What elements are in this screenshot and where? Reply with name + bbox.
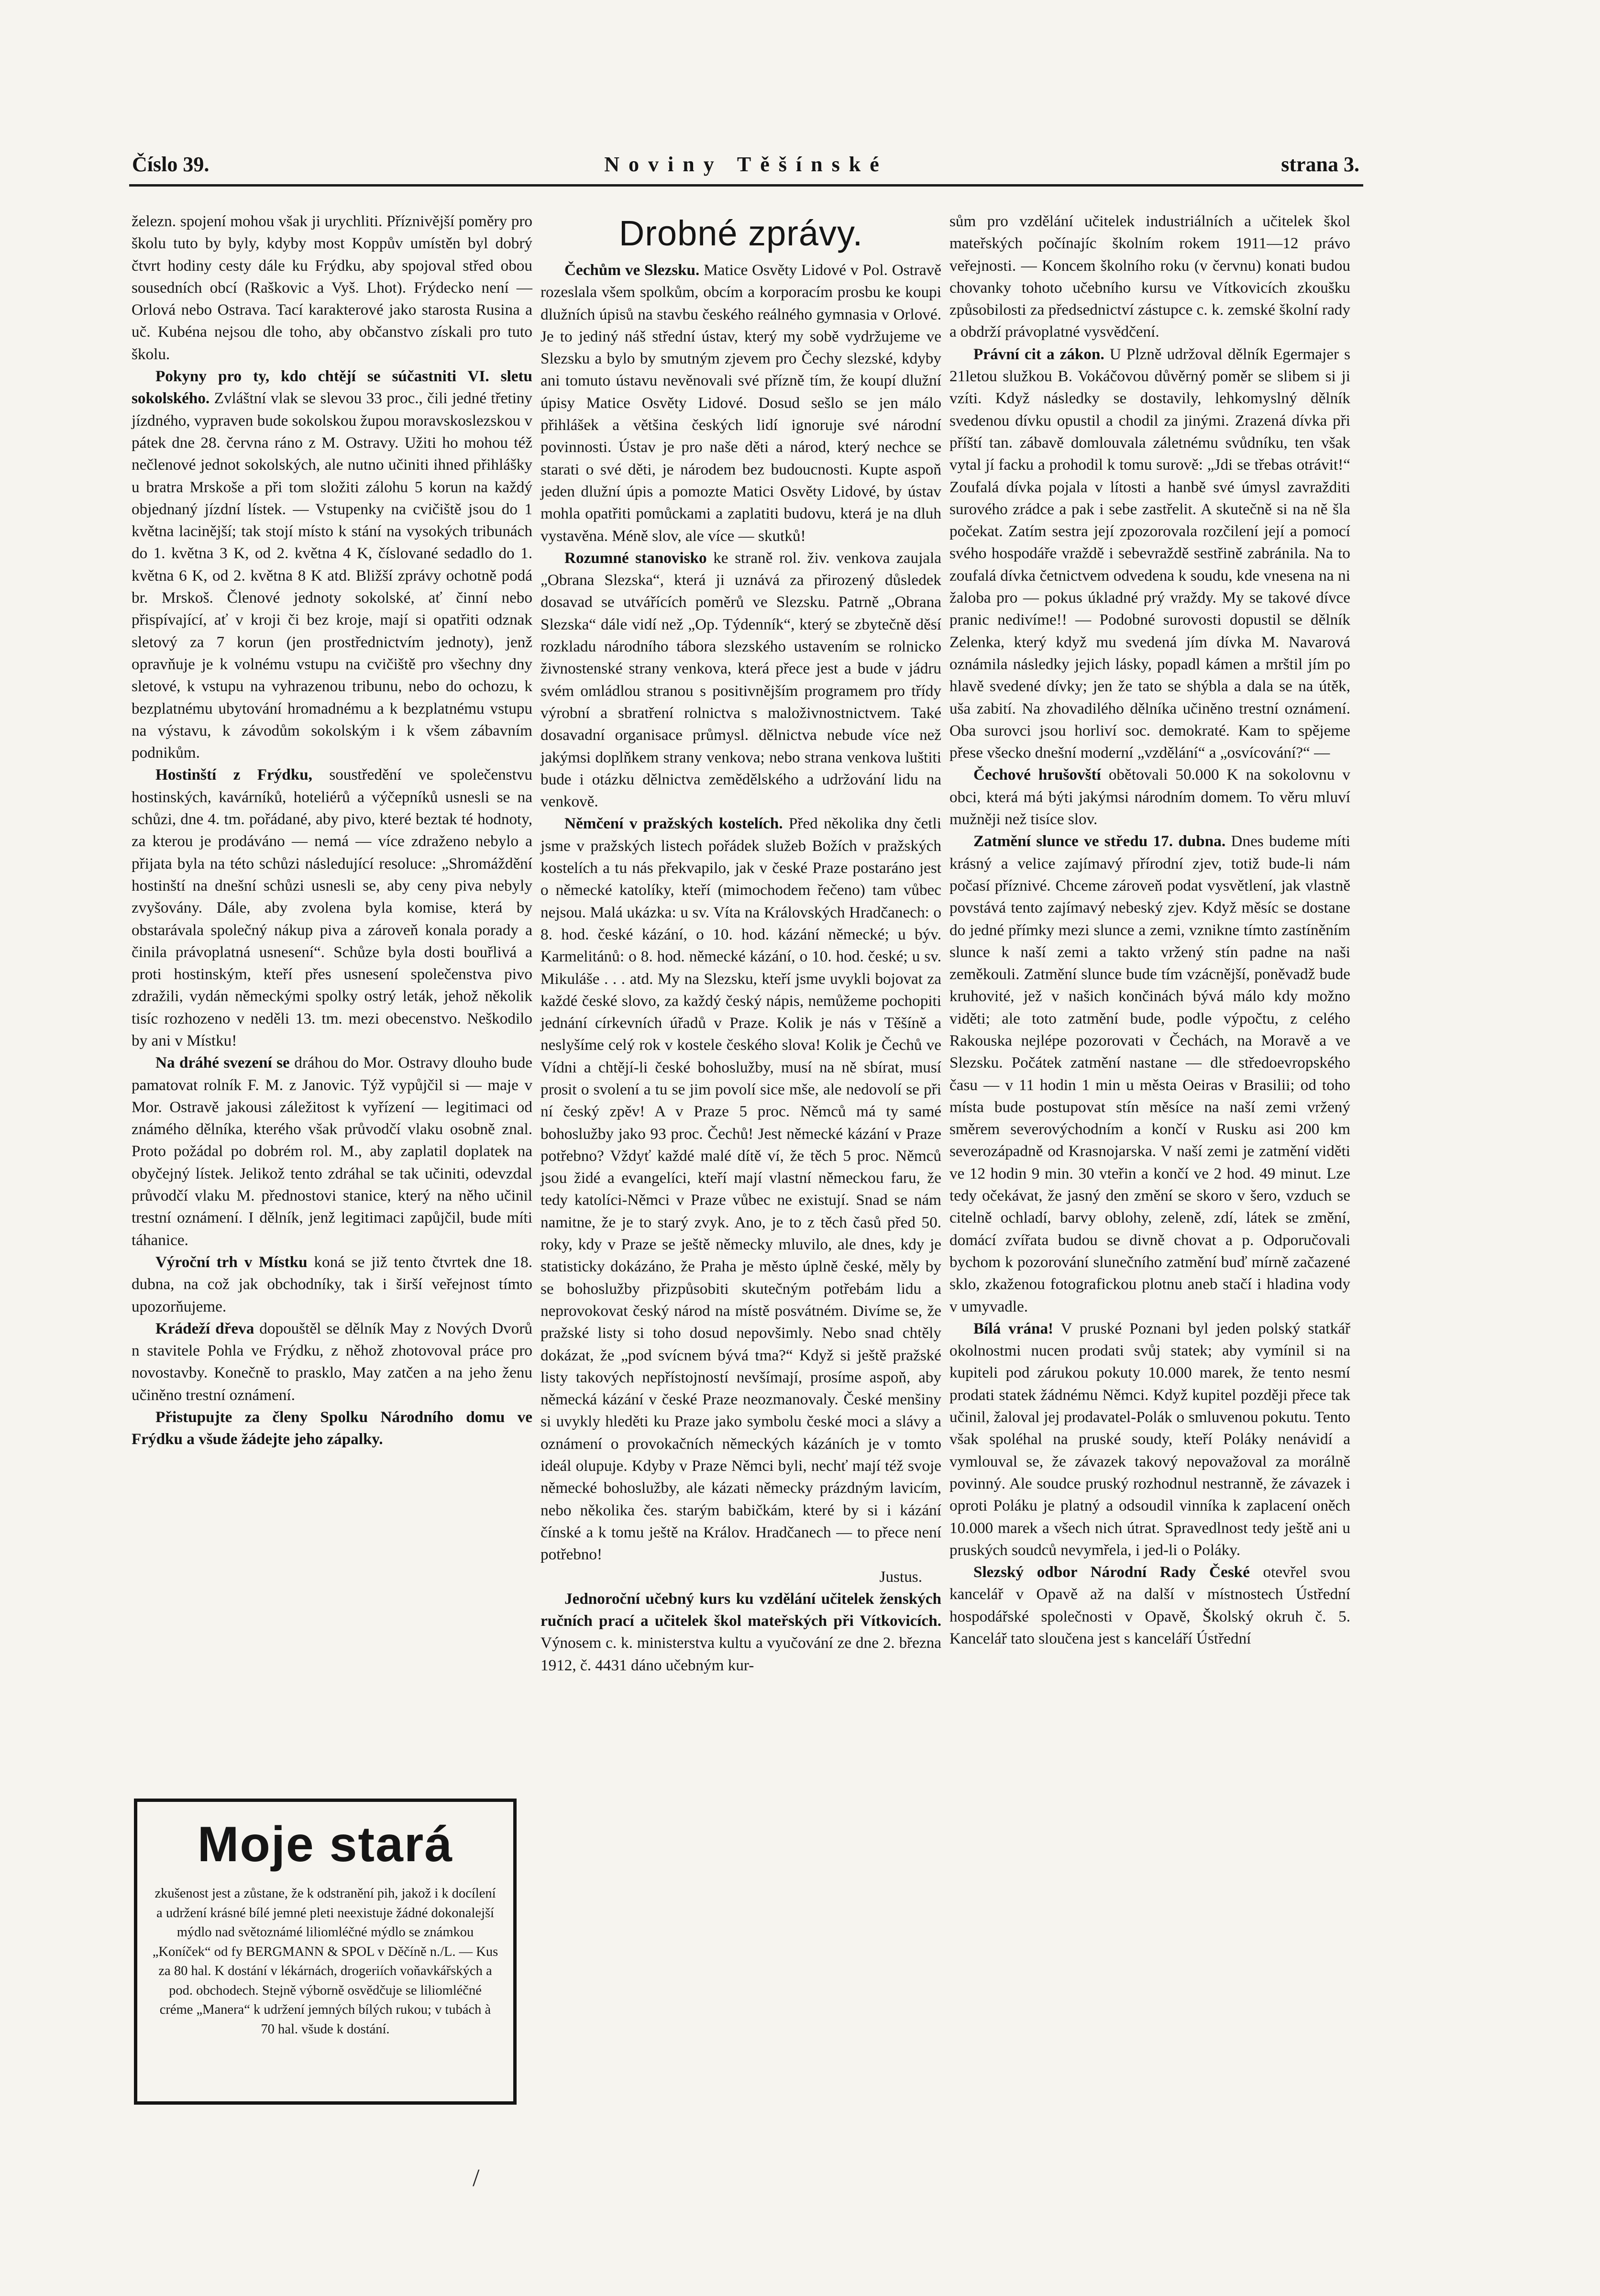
article-zatmeni [949, 830, 1350, 1318]
article-body: obětovali 50.000 K na sokolovnu v obci, která má býti jakýmsi národním domem. To věru mluví mužněji než tisíce slov. [949, 766, 1350, 828]
article-body: dráhou do Mor. Ostravy dlouho bude pamatovat rolník F. M. z Janovic. Týž vypůjčil si — maje v Mor. Ostravě jakousi záležitost k vyřízení — legitimaci od známého dělníka, kterého však průvodčí vlaku osobně znal. Proto požádal po dobrém rol. M., aby zaplatil doplatek na obyčejný lístek. Jelikož tento zdráhal se tak učiniti, odevzdal průvodčí vlaku M. přednostovi stanice, který na něho učinil trestní oznámení. I dělník, jenž legitimaci zapůjčil, bude míti táhanice. [132, 1054, 533, 1249]
article-body: ke straně rol. živ. venkova zaujala „Obrana Slezska“, která ji uznává za přirozený důsledek dosavad se utvářících poměrů ve Slezsku. Patrně „Obrana Slezska“ dále vidí než „Op. Týdenník“, který se zbytečně děsí rozkladu národního tábora slezského ustavením se rolnicko živnostenské strany venkova, která přece jest a bude v jádru svém omládlou stranou s positivnějším programem pro třídy výrobní a sbratření rolnictva s maloživnostnictvem. Také dosavadní organisace průmysl. dělnictva nebude více než jakýmsi doplňkem strany venkova; nebo strana venkova luštiti bude i otázku dělnictva zemědělského a udržování lidu na venkově. [541, 549, 941, 811]
article-heading: Čechům ve Slezsku. [564, 261, 700, 279]
article-nemceni [541, 813, 941, 1566]
article-body: Před několika dny četli jsme v pražských listech pořádek služeb Božích v pražských kostelích a tu nás překvapilo, jak v české Praze postaráno jest o německé katolíky, kteří (mimochodem řečeno) tam vůbec nejsou. Malá ukázka: u sv. Víta na Královských Hradčanech: o 8. hod. české kázání, o 10. hod. kázání německé; u býv. Karmelitánů: o 8. hod. německé kázání, o 10. hod. české; u sv. Mikuláše . . . atd. My na Slezsku, kteří jsme uvykli bojovat za každé české slovo, za každý český nápis, nemůžeme pochopiti jednání církevních úřadů v Praze. Kolik je nás v Těšíně a neslyšíme celý rok v kostele českého slova! Kolik je Čechů ve Vídni a chtějí-li české bohoslužby, musí na ně sbírat, musí prosit o svolení a tu se jim povolí sice mše, ale nedovolí se při ní český zpěv! A v Praze 5 proc. Němců má ty samé bohoslužby jako 93 proc. Čechů! Jest německé kázání v Praze potřebno? Vždyť každé malé dítě ví, že těch 5 proc. Němců jsou židé a evangelíci, kteří mají vlastní německou faru, že tedy katolíci-Němci v Praze vůbec ne existují. Snad se nám namitne, že je to starý zvyk. Ano, je to z těch časů před 50. roky, kdy v Praze se ještě německy mluvilo, ale dnes, kdy je statisticky dokázáno, že Praha je město úplně české, měly by se bohoslužby přizpůsobiti skutečným potřebám lidu a neprovokovat český národ na místě posvátném. Divíme se, že pražské listy si toho dosud nepovšimly. Nebo snad chtěly dokázat, že „pod svícnem bývá tma?“ Když si ještě pražské listy takových nepřístojností nevšímají, prosíme aspoň, aby německá kázání v české Praze neozmanovaly. České menšiny si uvykly hleděti ku Praze jako symbolu české moci a slávy a oznámení o provokačních německých kázáních je v tomto ideál olupuje. Kdyby v Praze Němci byli, nechť mají též svoje německé bohoslužby, ale kázati německy prázdným lavicím, nebo několika čes. starým babičkám, které by si i kázání čínské a k tomu ještě na Králov. Hradčanech — to přece není potřebno! [541, 815, 942, 1564]
article-heading: Jednoroční učebný kurs ku vzdělání učitelek ženských ručních prací a učitelek škol mateřských při Vítkovicích. [541, 1590, 941, 1630]
column-right [949, 210, 1350, 1650]
article-sokol-slet [132, 365, 532, 764]
article-heading: Němčení v pražských kostelích. [564, 815, 783, 833]
article-body: Dnes budeme míti krásný a velice zajímavý přírodní zjev, totiž bude-li nám počasí příznivé. Chceme zároveň podat vysvětlení, jak vlastně povstává tento zajímavý nebeský zjev. Když měsíc se dostane do jedné přímky mezi slunce a zemi, vznikne tímto zastíněním slunce k naší zemi a takto vržený stín padne na naši zeměkouli. Zatmění slunce bude tím vzácnější, poněvadž bude kruhovité, jež v našich končinách bývá málo kdy možno viděti; ale toto zatmění bude, podle výpočtu, z celého Rakouska nejlépe pozorovati v Čechách, na Moravě a ve Slezsku. Počátek zatmění nastane — dle středoevropského času — v 11 hodin 1 min u města Oeiras v Brasilii; od toho místa bude postupovat stín měsíce na naší zemi vržený směrem severovýchodním a končí v Rusku asi 200 km severozápadně od Krasnojarska. V naší zemi je zatmění viděti ve 12 hodin 9 min. 30 vteřin a končí ve 2 hod. 49 minut. Lze tedy očekávat, že jasný den změní se skoro v šero, vzduch se citelně ochladí, barvy oblohy, zeleně, zdí, látek se změní, domácí zvířata budou se divně chovat a p. Odporučovali bychom k pozorování slunečního zatmění buď mírně začazené sklo, zkaženou fotografickou plotnu aneb stačí i hladina vody v umyvadle. [949, 832, 1351, 1315]
article-body: Matice Osvěty Lidové v Pol. Ostravě rozeslala všem spolkům, obcím a korporacím prosbu ke koupi dlužních úpisů na stavbu českého reálného gymnasia v Orlové. Je to jediný náš střední ústav, který my sobě vydržujeme ve Slezsku a bylo by smutným zjevem pro Čechy slezské, kdyby ani tomuto ústavu nevěnovali své přízně tím, že koupí dlužní úpisy Matice Osvěty Lidové. Dosud sešlo se jen málo přihlášek a většina českých lidí ignoruje své národní povinnosti. Ústav je pro naše děti a národ, který nechce se starati o své děti, je národem bez budoucnosti. Kupte aspoň jeden dlužní úpis a pomozte Matici Osvěty Lidové, by ústav mohla opatřiti pomůckami a zaplatiti budovu, která je na dluh vystavěna. Méně slov, ale více — skutků! [541, 261, 941, 545]
article-hrusovsti [949, 764, 1350, 830]
article-heading: Rozumné stanovisko [564, 549, 707, 567]
advertisement-body: zkušenost jest a zůstane, že k odstranění pih, jakož i k docílení a udržení krásné bílé jemné pleti neexistuje žádné dokonalejší mýdlo nad světoznámé liliomléčné mýdlo se známkou „Koníček“ od fy BERGMANN & SPOL v Děčíně n./L. — Kus za 80 hal. K dostání v lékárnách, drogeriích voňavkářských a pod. obchodech. Stejně výborně osvědčuje se liliomléčné créme „Manera“ k udržení jemných bílých rukou; v tubách à 70 hal. všude k dostání. [152, 1886, 498, 2037]
article-continuation: sům pro vzdělání učitelek industriálních a učitelek škol mateřských počínajíc školním rokem 1911—12 právo veřejnosti. — Koncem školního roku (v červnu) konati budou chovanky tohoto učebního kursu ve Vítkovicích zkoušku způsobilosti za předsednictví zástupce c. k. zemské školní rady a obdrží právoplatné vysvědčení. [949, 212, 1350, 341]
article-heading: Zatmění slunce ve středu 17. dubna. [973, 832, 1226, 850]
article-body: U Plzně udržoval dělník Egermajer s 21letou služkou B. Vokáčovou důvěrný poměr se slibem si ji vzíti. Když následky se dostavily, lehkomyslný dělník svedenou dívku opustil a chodil za jinými. Zrazená dívka při příští tan. zábavě domlouvala záletnému svůdníku, ten však vytal jí facku a prohodil k tomu surově: „Jdi se třebas otrávit!“ Zoufalá dívka pojala v lítosti a hanbě své úmysl zavražditi surového zrádce a pak i sebe zastřelit. A skutečně si na ně šla počekat. Zatím sestra její zpozorovala rozčilení její a pomocí svého hospodáře vraždě i sebevraždě sestřině zabránila. Na to zoufalá dívka četnictvem odvedena k soudu, kde vnesena na ni žaloba pro — pokus úkladné prý vraždy. My se takové dívce pranic nedivíme!! — Podobné surovosti dopustil se dělník Zelenka, který když mu svedená jím dívka M. Navarová oznámila následky jejich lásky, popadl kámen a mrštil jím po hlavě svedené dívky; jen že tato se shýbla a dala se na útěk, uša zabití. Na zhovadilého dělníka učiněno trestní oznámení. Oba surovci jsou horliví soc. demokraté. Kam to spějeme přese všecko dnešní moderní „vzdělání“ a „osvícování?“ — [949, 345, 1351, 762]
article-signature: Justus. [879, 1567, 922, 1586]
article-slezsky-odbor [949, 1561, 1350, 1650]
article-body: Výnosem c. k. ministerstva kultu a vyučování ze dne 2. března 1912, č. 4431 dáno učebným kur- [541, 1634, 941, 1674]
article-kradeze [132, 1318, 532, 1406]
article-heading: Hostinští z Frýdku, [155, 766, 312, 784]
article-body: otevřel svou kancelář v Opavě až na další v místnostech Ústřední hospodářské společnosti v Opavě, Školský okruh č. 5. Kancelář tato sloučena jest s kanceláří Ústřední [949, 1563, 1351, 1647]
article-heading: Právní cit a zákon. [973, 345, 1104, 363]
column-middle [541, 210, 941, 1677]
article-body: Zvláštní vlak se slevou 33 proc., čili jedné třetiny jízdného, vypraven bude sokolskou župou moravskoslezskou v pátek dne 28. června ráno z M. Ostravy. Užiti ho mohou též nečlenové jednot sokolských, ale nutno učiniti ihned přihlášky u bratra Mrskoše a při tom složiti zálohu 5 korun na každý objednaný jízdní lístek. — Vstupenky na cvičiště jsou do 1 května lacinější; tak stojí místo k stání na vysokých tribunách do 1. května 3 K, od 2. května 4 K, číslované sedadlo do 1. května 6 K, od 2. května 8 K atd. Bližší zprávy ochotně podá br. Mrskoš. Členové jednoty sokolské, ať činní nebo přispívající, ať v kroji či bez kroje, mají si opatřiti odznak sletový za 7 korun (jen prostřednictvím jednoty), jenž opravňuje je k volnému vstupu na cvičiště pro všechny dny sletové, k vstupu na vyhrazenou tribunu, nebo do ochozu, k bezplatnému ubytování hromadnému a k bezplatnému vstupu na výstavu, k závodům sokolským i k všem zábavním podnikům. [132, 389, 532, 762]
article-vyrocni-trh [132, 1251, 532, 1318]
column-left [132, 210, 532, 1451]
article-body: V pruské Poznani byl jeden polský statkář okolnostmi nucen prodati svůj statek; aby vymínil si na kupiteli pod zárukou pokuty 10.000 marek, že tento nesmí prodati statek žádnému Němci. Když kupitel později přece tak učinil, žaloval jej prodavatel-Polák o smluvenou pokutu. Tento však spoléhal na pruské soudy, kteří Poláky nenávidí a vymlouval se, že závazek takový nepovažoval za morálně povinný. Ale soudce pruský rozhodnul nestranně, že závazek i oproti Poláku je platný a odsoudil vinníka k zaplacení oněch 10.000 marek a všech nich útrat. Spravedlnost tedy ještě ani u pruských soudců nevymřela, i jed-li o Poláky. [949, 1319, 1350, 1559]
advertisement-title: Moje stará [197, 1817, 453, 1872]
article-svezeni [132, 1052, 532, 1251]
article-heading: Čechové hrušovští [973, 766, 1101, 784]
article-pravni-cit [949, 343, 1350, 764]
article-hostinsti [132, 764, 532, 1052]
section-title: Drobné zprávy. [618, 213, 863, 253]
article-continuation: železn. spojení mohou však ji urychliti. Příznivější poměry pro školu tuto by byly, kdyby most Koppův umístěn byl dobrý čtvrt hodiny cesty dále ku Frýdku, aby spojoval střed obou sousedních obcí (Raškovic a Vyš. Lhot). Frýdecko není — Orlová nebo Ostrava. Tací karakterové jako starosta Rusina a uč. Kubéna nejsou dle toho, aby občanstvo získali pro tuto školu. [132, 212, 532, 363]
article-heading: Pokyny pro ty, kdo chtějí se súčastniti VI. sletu sokolského. [132, 367, 532, 408]
article-heading: Na dráhé svezení se [155, 1054, 290, 1072]
ink-mark: / [473, 2164, 480, 2192]
issue-number: Číslo 39. [132, 153, 210, 176]
advertisement-box [134, 1799, 517, 2105]
article-body: koná se již tento čtvrtek dne 18. dubna, na což jak obchodníky, tak i širší veřejnost tímto upozorňujeme. [132, 1253, 533, 1315]
article-heading: Krádeží dřeva [155, 1319, 254, 1337]
article-ucebny-kurs [541, 1588, 941, 1677]
article-body: soustředění ve společenstvu hostinských, kavárníků, hoteliérů a výčepníků usnesli se na schůzi, dne 4. tm. pořádané, aby pivo, které beztak té hodnoty, za kterou je prodáváno — nemá — více zdraženo nebylo a přijata byla na této schůzi následující resoluce: „Shromáždění hostinští na dnešní schůzi usnesli se, aby ceny piva nebyly zvyšovány. Dále, aby zvolena byla komise, která by obstarávala společný nákup piva a zároveň konala porady a činila právoplatná usnesení“. Schůze byla dosti bouřlivá a proti hostinským, kteří přes usnesení společenstva pivo zdražili, vydán německými spolky ostrý leták, jehož několik tisíc rozhozeno v neděli 13. tm. mezi obecenstvo. Neškodilo by ani v Místku! [132, 766, 532, 1049]
article-bila-vrana [949, 1318, 1350, 1561]
article-body: dopouštěl se dělník May z Nových Dvorů n stavitele Pohla ve Frýdku, z něhož zhotovoval práce pro novostavby. Konečně to prasklo, May zatčen a na jeho ženu učiněno trestní oznámení. [132, 1319, 533, 1404]
notice-text: Přistupujte za členy Spolku Národního domu ve Frýdku a všude žádejte jeho zápalky. [132, 1408, 532, 1448]
article-heading: Slezský odbor Národní Rady České [973, 1563, 1250, 1581]
notice-narodni-dum [132, 1406, 532, 1451]
article-cechum-ve-slezsku [541, 259, 941, 547]
article-rozumne-stanovisko [541, 547, 941, 813]
article-heading: Výroční trh v Místku [155, 1253, 308, 1271]
page-header [129, 146, 1363, 187]
article-heading: Bílá vrána! [973, 1319, 1054, 1337]
newspaper-title: Noviny Těšínské [604, 153, 888, 176]
page-number: strana 3. [1281, 153, 1359, 176]
